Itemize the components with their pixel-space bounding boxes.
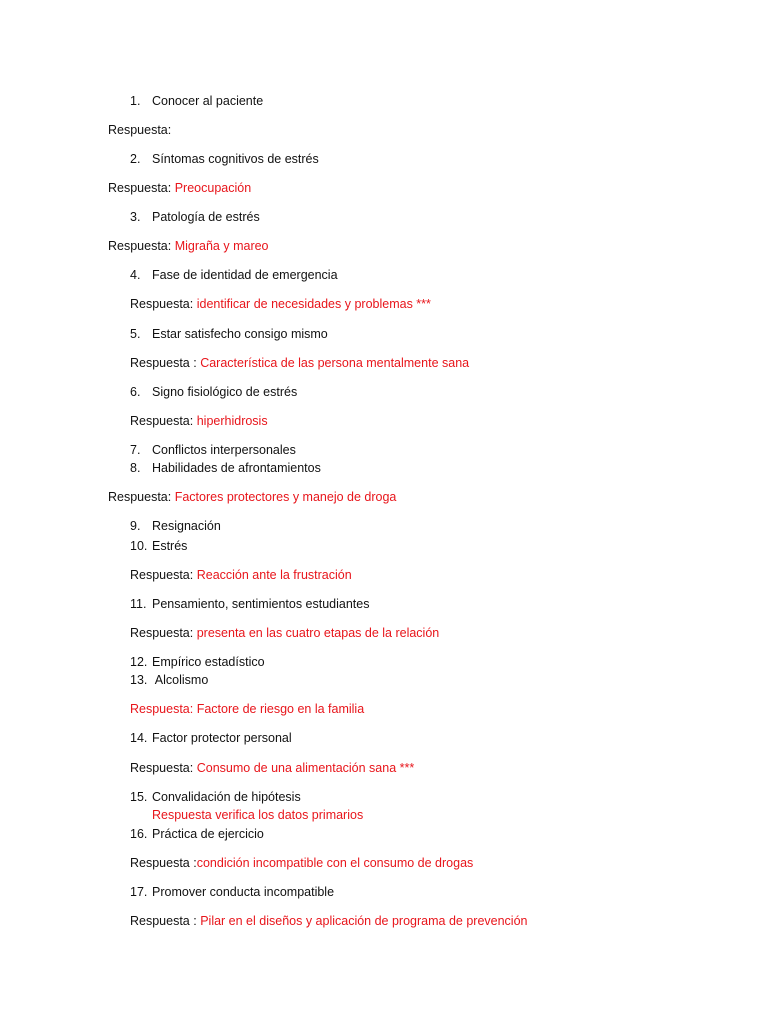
answer-10 <box>130 567 352 583</box>
answer-17 <box>130 913 527 929</box>
question-2 <box>130 151 319 167</box>
question-1 <box>130 93 263 109</box>
question-number: 7. <box>130 443 141 457</box>
question-17 <box>130 884 334 900</box>
question-9 <box>130 518 221 534</box>
answer-4 <box>130 296 431 312</box>
question-number: 17. <box>130 885 148 899</box>
question-text: Estar satisfecho consigo mismo <box>152 327 328 341</box>
answer-15 <box>152 807 363 823</box>
answer-text: hiperhidrosis <box>196 414 268 428</box>
answer-label: Respuesta : <box>130 356 197 370</box>
answer-text: Pilar en el diseños y aplicación de programa de prevención <box>200 914 528 928</box>
answer-14 <box>130 760 414 776</box>
answer-text: Reacción ante la frustración <box>196 568 352 582</box>
question-number: 11. <box>130 597 147 611</box>
question-text: Pensamiento, sentimientos estudiantes <box>152 597 370 611</box>
question-number: 3. <box>130 210 141 224</box>
answer-16 <box>130 855 473 871</box>
answer-3 <box>108 238 269 254</box>
question-number: 15. <box>130 790 148 804</box>
answer-label: Respuesta: <box>108 123 172 137</box>
question-number: 16. <box>130 827 148 841</box>
question-text: Convalidación de hipótesis <box>152 790 301 804</box>
answer-2 <box>108 180 251 196</box>
question-15 <box>130 789 301 805</box>
answer-label: Respuesta: <box>130 761 194 775</box>
answer-text: Respuesta verifica los datos primarios <box>152 808 364 822</box>
question-text: Fase de identidad de emergencia <box>152 268 338 282</box>
question-text: Práctica de ejercicio <box>152 827 264 841</box>
answer-text: Factores protectores y manejo de droga <box>174 490 397 504</box>
question-text: Empírico estadístico <box>152 655 265 669</box>
answer-5 <box>130 355 469 371</box>
question-16 <box>130 826 264 842</box>
answer-1 <box>108 122 171 138</box>
question-text: Promover conducta incompatible <box>152 885 335 899</box>
question-8 <box>130 460 321 476</box>
answer-text: Factore de riesgo en la familia <box>196 702 365 716</box>
answer-13 <box>130 701 364 717</box>
answer-text: Consumo de una alimentación sana *** <box>196 761 415 775</box>
question-text: Estrés <box>152 539 188 553</box>
question-text: Patología de estrés <box>152 210 260 224</box>
answer-text: Preocupación <box>174 181 252 195</box>
question-12 <box>130 654 265 670</box>
answer-text: condición incompatible con el consumo de drogas <box>196 856 474 870</box>
answer-label: Respuesta : <box>130 856 197 870</box>
answer-11 <box>130 625 439 641</box>
question-10 <box>130 538 187 554</box>
answer-text: Migraña y mareo <box>174 239 269 253</box>
question-number: 4. <box>130 268 141 282</box>
question-text: Signo fisiológico de estrés <box>152 385 298 399</box>
question-text: Síntomas cognitivos de estrés <box>152 152 319 166</box>
question-number: 2. <box>130 152 141 166</box>
question-3 <box>130 209 260 225</box>
answer-label: Respuesta: <box>130 414 194 428</box>
question-text: Factor protector personal <box>152 731 292 745</box>
question-5 <box>130 326 328 342</box>
question-11 <box>130 596 370 612</box>
question-4 <box>130 267 338 283</box>
answer-8 <box>108 489 396 505</box>
question-13 <box>130 672 208 688</box>
question-number: 1. <box>130 94 141 108</box>
question-number: 14. <box>130 731 148 745</box>
answer-label: Respuesta: <box>130 568 194 582</box>
question-number: 9. <box>130 519 141 533</box>
question-14 <box>130 730 292 746</box>
answer-text: identificar de necesidades y problemas *** <box>196 297 431 311</box>
question-number: 5. <box>130 327 141 341</box>
answer-text: Característica de las persona mentalmente sana <box>200 356 470 370</box>
answer-label: Respuesta: <box>130 702 194 716</box>
answer-6 <box>130 413 268 429</box>
question-number: 8. <box>130 461 141 475</box>
answer-label: Respuesta: <box>108 181 172 195</box>
question-text: Habilidades de afrontamientos <box>152 461 321 475</box>
question-text: Conocer al paciente <box>152 94 264 108</box>
question-number: 12. <box>130 655 148 669</box>
answer-label: Respuesta : <box>130 914 197 928</box>
question-text: Conflictos interpersonales <box>152 443 296 457</box>
question-number: 10. <box>130 539 148 553</box>
answer-text: presenta en las cuatro etapas de la relación <box>196 626 440 640</box>
question-text: Alcolismo <box>152 673 209 687</box>
question-number: 13. <box>130 673 148 687</box>
answer-label: Respuesta: <box>130 626 194 640</box>
question-6 <box>130 384 297 400</box>
question-number: 6. <box>130 385 141 399</box>
answer-label: Respuesta: <box>130 297 194 311</box>
question-text: Resignación <box>152 519 221 533</box>
question-7 <box>130 442 296 458</box>
answer-label: Respuesta: <box>108 490 172 504</box>
answer-label: Respuesta: <box>108 239 172 253</box>
